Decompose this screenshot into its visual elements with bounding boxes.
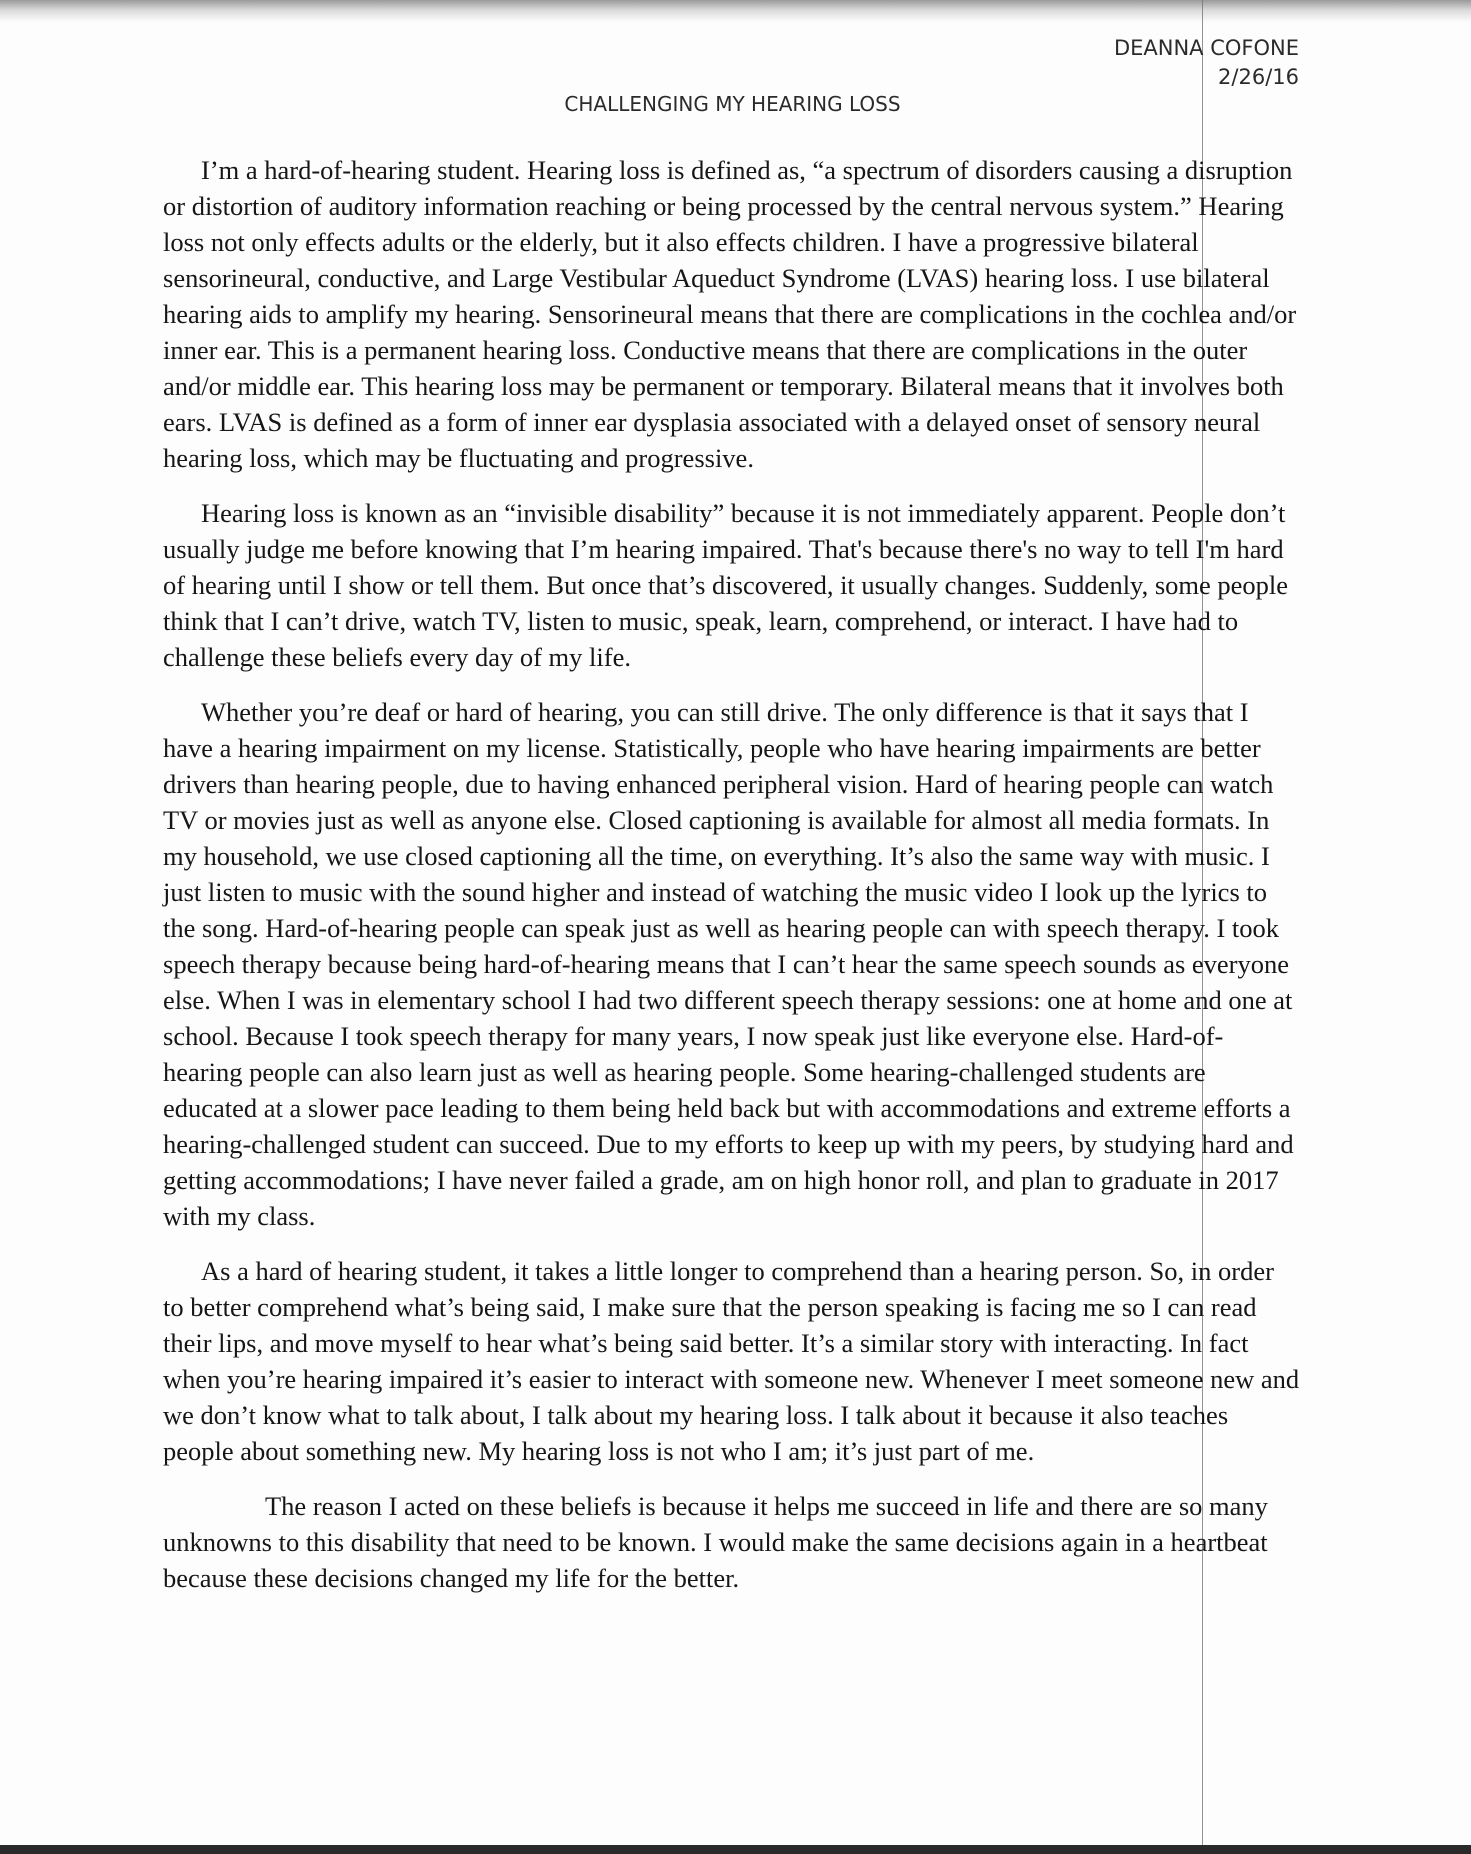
paragraph-2: Hearing loss is known as an “invisible disability” because it is not immediately apparent. People don’t usually judge me before knowing that I’m hearing impaired. That's because there's no way to tell I'm hard of hearing until I show or tell them. But once that’s discovered, it usually changes. Suddenly, some people think that I can’t drive, watch TV, listen to music, speak, learn, comprehend, or interact. I have had to challenge these beliefs every day of my life. — [163, 498, 1289, 672]
scan-bottom-edge — [0, 1845, 1471, 1854]
author-name: DEANNA COFONE — [1113, 36, 1299, 60]
document-date: 2/26/16 — [1218, 65, 1299, 89]
scan-top-shadow — [0, 0, 1471, 22]
paragraph-5: The reason I acted on these beliefs is because it helps me succeed in life and there are so many unknowns to this disability that need to be known. I would make the same decisions again in a heartbeat because these decisions changed my life for the better. — [163, 1491, 1268, 1593]
document-header — [1114, 34, 1299, 92]
document-title: CHALLENGING MY HEARING LOSS — [564, 92, 901, 116]
essay-body — [163, 152, 1301, 1615]
paragraph-3: Whether you’re deaf or hard of hearing, you can still drive. The only difference is that it says that I have a hearing impairment on my license. Statistically, people who have hearing impairments are better drivers than hearing people, due to having enhanced peripheral vision. Hard of hearing people can watch TV or movies just as well as anyone else. Closed captioning is available for almost all media formats. In my household, we use closed captioning all the time, on everything. It’s also the same way with music. I just listen to music with the sound higher and instead of watching the music video I look up the lyrics to the song. Hard-of-hearing people can speak just as well as hearing people can with speech therapy. I took speech therapy because being hard-of-hearing means that I can’t hear the same speech sounds as everyone else. When I was in elementary school I had two different speech therapy sessions: one at home and one at school. Because I took speech therapy for many years, I now speak just like everyone else. Hard-of-hearing people can also learn just as well as hearing people. Some hearing-challenged students are educated at a slower pace leading to them being held back but with accommodations and extreme efforts a hearing-challenged student can succeed. Due to my efforts to keep up with my peers, by studying hard and getting accommodations; I have never failed a grade, am on high honor roll, and plan to graduate in 2017 with my class. — [163, 697, 1294, 1231]
paragraph-1: I’m a hard-of-hearing student. Hearing loss is defined as, “a spectrum of disorders causing a disruption or distortion of auditory information reaching or being processed by the central nervous system.” Hearing loss not only effects adults or the elderly, but it also effects children. I have a progressive bilateral sensorineural, conductive, and Large Vestibular Aqueduct Syndrome (LVAS) hearing loss. I use bilateral hearing aids to amplify my hearing. Sensorineural means that there are complications in the cochlea and/or inner ear. This is a permanent hearing loss. Conductive means that there are complications in the outer and/or middle ear. This hearing loss may be permanent or temporary. Bilateral means that it involves both ears. LVAS is defined as a form of inner ear dysplasia associated with a delayed onset of sensory neural hearing loss, which may be fluctuating and progressive. — [163, 155, 1297, 473]
paragraph-4: As a hard of hearing student, it takes a little longer to comprehend than a hearing person. So, in order to better comprehend what’s being said, I make sure that the person speaking is facing me so I can read their lips, and move myself to hear what’s being said better. It’s a similar story with interacting. In fact when you’re hearing impaired it’s easier to interact with someone new. Whenever I meet someone new and we don’t know what to talk about, I talk about my hearing loss. I talk about it because it also teaches people about something new. My hearing loss is not who I am; it’s just part of me. — [163, 1256, 1300, 1466]
